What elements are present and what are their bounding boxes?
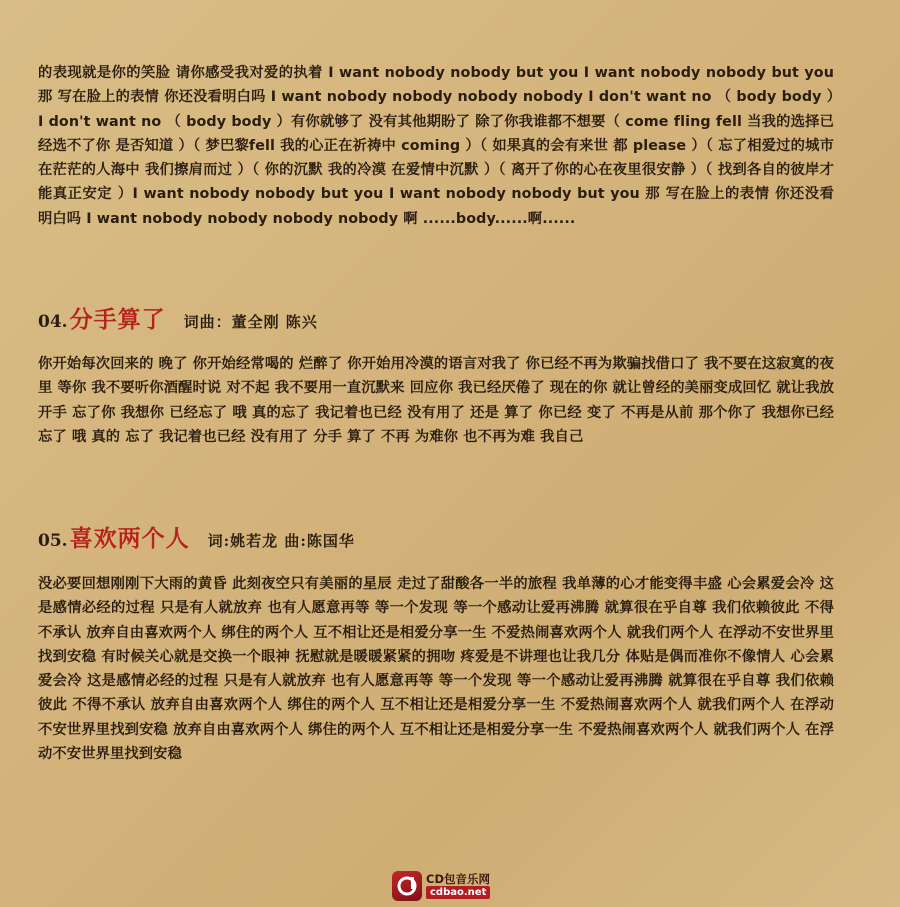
song-title: 分手算了 <box>69 306 166 333</box>
song04-lyrics: 你开始每次回来的 晚了 你开始经常喝的 烂醉了 你开始用冷漠的语言对我了 你已经不再为欺骗找借口了 我不要在这寂寞的夜里 等你 我不要听你酒醒时说 对不起 我不要用一直沉默来 回应你 我已经厌倦了 现在的你 就让曾经的美丽变成回忆 就让我放开手 忘了你 我想你 已经忘了 哦 真的忘了 我记着也已经 没有用了 还是 算了 你已经 变了 不再是从前 那个你了 我想你已经 忘了 哦 真的 忘了 我记着也已经 没有用了 分手 算了 不再 为难你 也不再为难 我自己 <box>38 356 834 445</box>
cd-logo-icon <box>392 871 422 901</box>
song05-lyrics: 没必要回想刚刚下大雨的黄昏 此刻夜空只有美丽的星辰 走过了甜酸各一半的旅程 我单薄的心才能变得丰盛 心会累爱会冷 这是感情必经的过程 只是有人就放弃 也有人愿意再等 等一个发现 等一个感动让爱再沸腾 就算很在乎自尊 我们依赖彼此 不得不承认 放弃自由喜欢两个人 绑住的两个人 互不相让还是相爱分享一生 不爱热闹喜欢两个人 就我们两个人 在浮动不安世界里找到安稳 有时候关心就是交换一个眼神 抚慰就是暖暖紧紧的拥吻 疼爱是不讲理也让我几分 体贴是偶而准你不像情人 心会累爱会冷 这是感情必经的过程 只是有人就放弃 也有人愿意再等 等一个发现 等一个感动让爱再沸腾 就算很在乎自尊 我们依赖彼此 不得不承认 放弃自由喜欢两个人 绑住的两个人 互不相让还是相爱分享一生 不爱热闹喜欢两个人 就我们两个人 在浮动不安世界里找到安稳 放弃自由喜欢两个人 绑住的两个人 互不相让还是相爱分享一生 不爱热闹喜欢两个人 就我们两个人 在浮动不安世界里找到安稳 <box>38 576 834 763</box>
song-credits: 词:姚若龙 曲:陈国华 <box>207 532 355 550</box>
song05-heading <box>38 520 355 554</box>
track-number: 04. <box>38 312 68 332</box>
watermark-url: cdbao.net <box>426 886 490 899</box>
site-watermark-logo <box>392 868 490 904</box>
watermark-title: CD包音乐网 <box>426 872 490 886</box>
song-credits: 词曲：董全刚 陈兴 <box>183 313 318 331</box>
song03-lyrics-continuation: 的表现就是你的笑脸 请你感受我对爱的执着 I want nobody nobody but you I want nobody nobody but you 那 写在脸上的表情 你还没看明白吗 I want nobody nobody nobody nobody I don't want no （ body body ）I don't want no （ body body ）有你就够了 没有其他期盼了 除了你我谁都不想要（ come fling fell 当我的选择已经选不了你 是否知道 ）（ 梦巴黎fell 我的心正在祈祷中 coming ）（ 如果真的会有来世 都 please ）（ 忘了相爱过的城市 在茫茫的人海中 我们擦肩而过 ）（ 你的沉默 我的冷漠 在爱情中沉默 ）（ 离开了你的心在夜里很安静 ）（ 找到各自的彼岸才能真正安定 ）I want nobody nobody but you I want nobody nobody but you 那 写在脸上的表情 你还没看明白吗 I want nobody nobody nobody nobody 啊 ......body......啊...... <box>38 65 834 227</box>
song04-heading <box>38 301 318 335</box>
track-number: 05. <box>38 531 68 551</box>
song-title: 喜欢两个人 <box>69 525 190 552</box>
